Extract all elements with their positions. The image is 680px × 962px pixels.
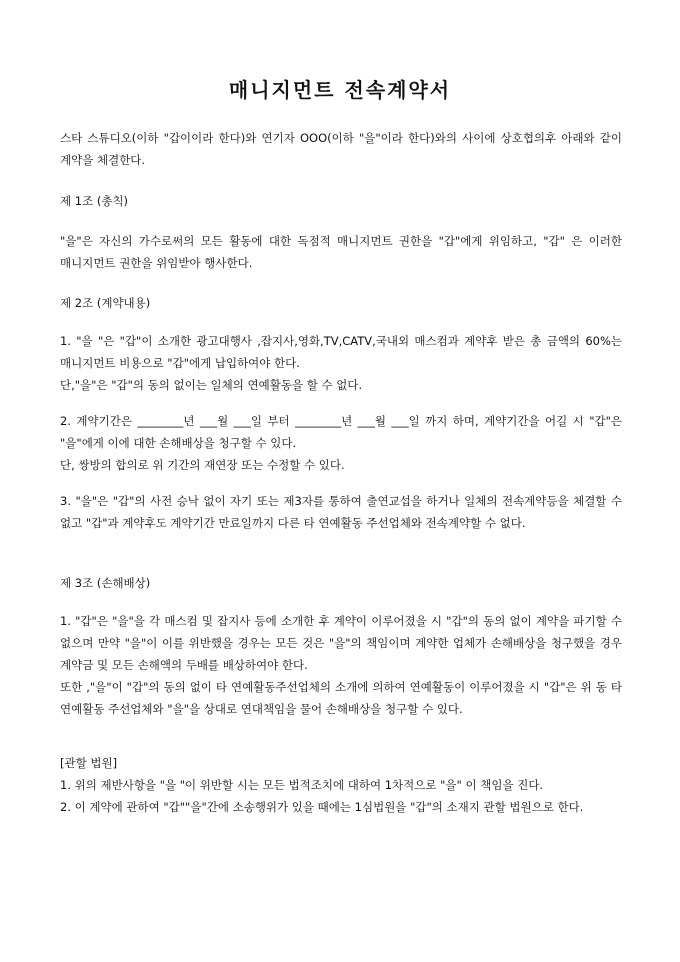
article2-clause3: 3. "을"은 "갑"의 사전 승낙 없이 자기 또는 제3자를 통하여 출연교섭을 하거나 일체의 전속계약등을 체결할 수 없고 "갑"과 계약후도 계약기간 만료일까지 다른 타 연예활동 주선업체와 전속계약할 수 없다. xyxy=(60,494,622,530)
article3-clause1-note: 또한 ,"을"이 "갑"의 동의 없이 타 연예활동주선업체의 소개에 의하여 연예활동이 이루어졌을 시 "갑"은 위 동 타 연예활동 주선업체와 "을"을 상대로 연대책임을 물어 손해배상을 청구할 수 있다. xyxy=(60,680,622,716)
article2-clause1: 1. "을 "은 "갑"이 소개한 광고대행사 ,잡지사,영화,TV,CATV,국내외 매스컴과 계약후 받은 총 금액의 60%는 매니지먼트 비용으로 "갑"에게 납입하여야 한다. xyxy=(60,334,622,370)
article3-clause1-block xyxy=(60,610,622,720)
jurisdiction-heading: [관할 법원] xyxy=(60,756,118,770)
article1-body: "을"은 자신의 가수로써의 모든 활동에 대한 독점적 매니지먼트 권한을 "갑"에게 위임하고, "갑" 은 이러한 매니지먼트 권한을 위임받아 행사한다. xyxy=(60,234,622,270)
jurisdiction-block xyxy=(60,752,622,818)
article2-clause2-note: 단, 쌍방의 합의로 위 기간의 재연장 또는 수정할 수 있다. xyxy=(60,458,345,472)
jurisdiction-item2: 2. 이 계약에 관하여 "갑""을"간에 소송행위가 있을 때에는 1심법원을 "갑"의 소재지 관할 법원으로 한다. xyxy=(60,800,584,814)
document-title: 매니지먼트 전속계약서 xyxy=(228,78,452,102)
article2-clause1-block xyxy=(60,330,622,396)
article2-clause2: 2. 계약기간은 ________년 ___월 ___일 부터 ________년 ___월 ___일 까지 하며, 계약기간을 어길 시 "갑"은 "을"에게 이에 대한 손해배상을 청구할 수 있다. xyxy=(60,414,622,450)
article1-heading: 제 1조 (총칙) xyxy=(60,194,129,208)
article3-heading: 제 3조 (손해배상) xyxy=(60,576,151,590)
article2-clause2-block xyxy=(60,410,622,476)
article2-clause1-note: 단,"을"은 "갑"의 동의 없이는 일체의 연예활동을 할 수 없다. xyxy=(60,378,363,392)
intro-paragraph: 스타 스튜디오(이하 "갑이이라 한다)와 연기자 OOO(이하 "을"이라 한다)와의 사이에 상호협의후 아래와 같이 계약을 체결한다. xyxy=(60,131,622,167)
article3-clause1: 1. "갑"은 "을"을 각 매스컴 및 잡지사 등에 소개한 후 계약이 이루어졌을 시 "갑"의 동의 없이 계약을 파기할 수 없으며 만약 "을"이 이를 위반했을 경우는 모든 것은 "을"의 책임이며 계약한 업체가 손해배상을 청구했을 경우 계약금 및 모든 손해액의 두배를 배상하여야 한다. xyxy=(60,614,622,672)
article2-heading: 제 2조 (계약내용) xyxy=(60,296,151,310)
jurisdiction-item1: 1. 위의 제반사항을 "을 "이 위반할 시는 모든 법적조치에 대하여 1차적으로 "을" 이 책임을 진다. xyxy=(60,778,544,792)
